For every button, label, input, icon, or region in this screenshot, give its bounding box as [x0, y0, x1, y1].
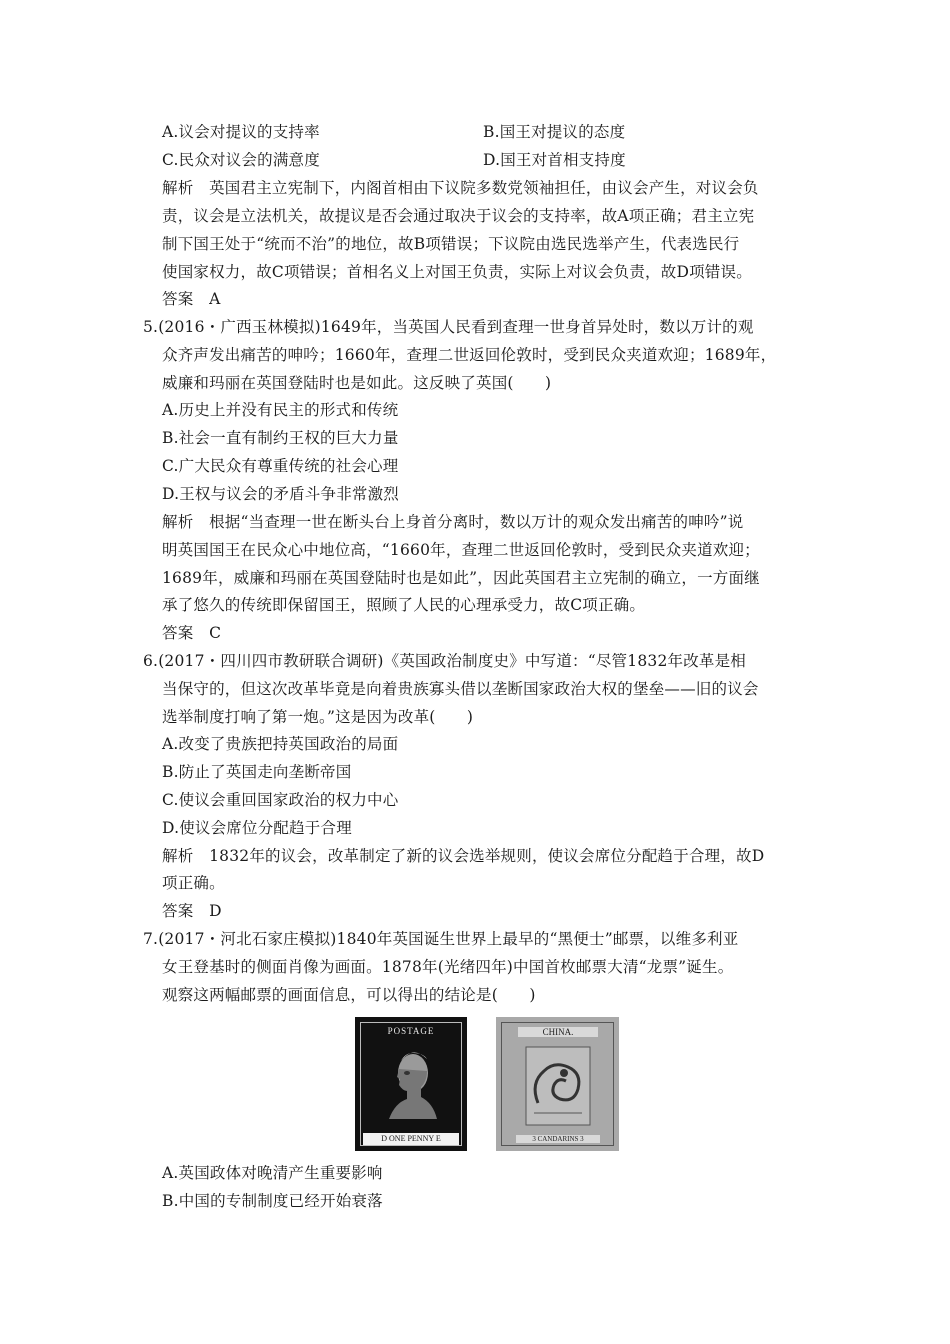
q7-stem-line: 观察这两幅邮票的画面信息，可以得出的结论是( ) [162, 986, 536, 1004]
q6-option-b: B.防止了英国走向垄断帝国 [162, 763, 352, 781]
q7-option-a: A.英国政体对晚清产生重要影响 [162, 1164, 383, 1182]
q5-analysis-line: 明英国国王在民众心中地位高，“1660年，查理二世返回伦敦时，受到民众夹道欢迎； [162, 541, 760, 559]
dragon-icon [520, 1043, 596, 1129]
q6-option-a: A.改变了贵族把持英国政治的局面 [162, 735, 399, 753]
q6-option-c: C.使议会重回国家政治的权力中心 [162, 791, 399, 809]
q4-analysis-line: 解析 英国君主立宪制下，内阁首相由下议院多数党领袖担任，由议会产生，对议会负 [162, 179, 759, 197]
penny-black-stamp [355, 1017, 467, 1151]
q4-analysis-line: 使国家权力，故C项错误；首相名义上对国王负责，实际上对议会负责，故D项错误。 [162, 263, 752, 281]
q5-analysis-line: 承了悠久的传统即保留国王，照顾了人民的心理承受力，故C项正确。 [162, 596, 646, 614]
q4-option-b: B.国王对提议的态度 [483, 123, 626, 141]
q5-option-a: A.历史上并没有民主的形式和传统 [162, 401, 399, 419]
stamp-china-label: CHINA. [518, 1027, 598, 1037]
q5-stem-line: 5.(2016・广西玉林模拟)1649年，当英国人民看到查理一世身首异处时，数以万计的观 [143, 318, 754, 336]
q5-answer: 答案 C [162, 624, 222, 642]
stamp-postage-label: POSTAGE [387, 1026, 435, 1036]
q6-analysis-line: 解析 1832年的议会，改革制定了新的议会选举规则，使议会席位分配趋于合理，故D [162, 847, 765, 865]
queen-portrait-icon [377, 1041, 445, 1127]
q6-option-d: D.使议会席位分配趋于合理 [162, 819, 352, 837]
q6-stem-line: 当保守的，但这次改革毕竟是向着贵族寡头借以垄断国家政治大权的堡垒——旧的议会 [162, 680, 759, 698]
q5-analysis-line: 解析 根据“当查理一世在断头台上身首分离时，数以万计的观众发出痛苦的呻吟”说 [162, 513, 744, 531]
q7-stem-line: 女王登基时的侧面肖像为画面。1878年(光绪四年)中国首枚邮票大清“龙票”诞生。 [162, 958, 734, 976]
q4-option-c: C.民众对议会的满意度 [162, 151, 320, 169]
q5-option-b: B.社会一直有制约王权的巨大力量 [162, 429, 399, 447]
stamp-one-penny-label: D ONE PENNY E [363, 1133, 459, 1145]
q4-analysis-line: 责，议会是立法机关，故提议是否会通过取决于议会的支持率，故A项正确；君主立宪 [162, 207, 755, 225]
q7-option-b: B.中国的专制制度已经开始衰落 [162, 1192, 383, 1210]
q6-answer: 答案 D [162, 902, 222, 920]
q7-stem-line: 7.(2017・河北石家庄模拟)1840年英国诞生世界上最早的“黑便士”邮票，以维多利亚 [143, 930, 739, 948]
q5-stem-line: 威廉和玛丽在英国登陆时也是如此。这反映了英国( ) [162, 374, 552, 392]
q5-analysis-line: 1689年，威廉和玛丽在英国登陆时也是如此”，因此英国君主立宪制的确立，一方面继 [162, 569, 760, 587]
q4-option-d: D.国王对首相支持度 [483, 151, 626, 169]
stamp-candarins-label: 3 CANDARINS 3 [516, 1135, 600, 1143]
stamps-figure [355, 1017, 620, 1151]
q6-analysis-line: 项正确。 [162, 874, 225, 892]
q6-stem-line: 选举制度打响了第一炮。”这是因为改革( ) [162, 708, 474, 726]
q5-stem-line: 众齐声发出痛苦的呻吟；1660年，查理二世返回伦敦时，受到民众夹道欢迎；1689年， [162, 346, 777, 364]
q4-option-a: A.议会对提议的支持率 [162, 123, 320, 141]
q4-answer: 答案 A [162, 290, 221, 308]
dragon-stamp [496, 1017, 619, 1151]
q6-stem-line: 6.(2017・四川四市教研联合调研)《英国政治制度史》中写道：“尽管1832年改革是相 [143, 652, 747, 670]
q5-option-d: D.王权与议会的矛盾斗争非常激烈 [162, 485, 400, 503]
q5-option-c: C.广大民众有尊重传统的社会心理 [162, 457, 399, 475]
q4-analysis-line: 制下国王处于“统而不治”的地位，故B项错误；下议院由选民选举产生，代表选民行 [162, 235, 740, 253]
